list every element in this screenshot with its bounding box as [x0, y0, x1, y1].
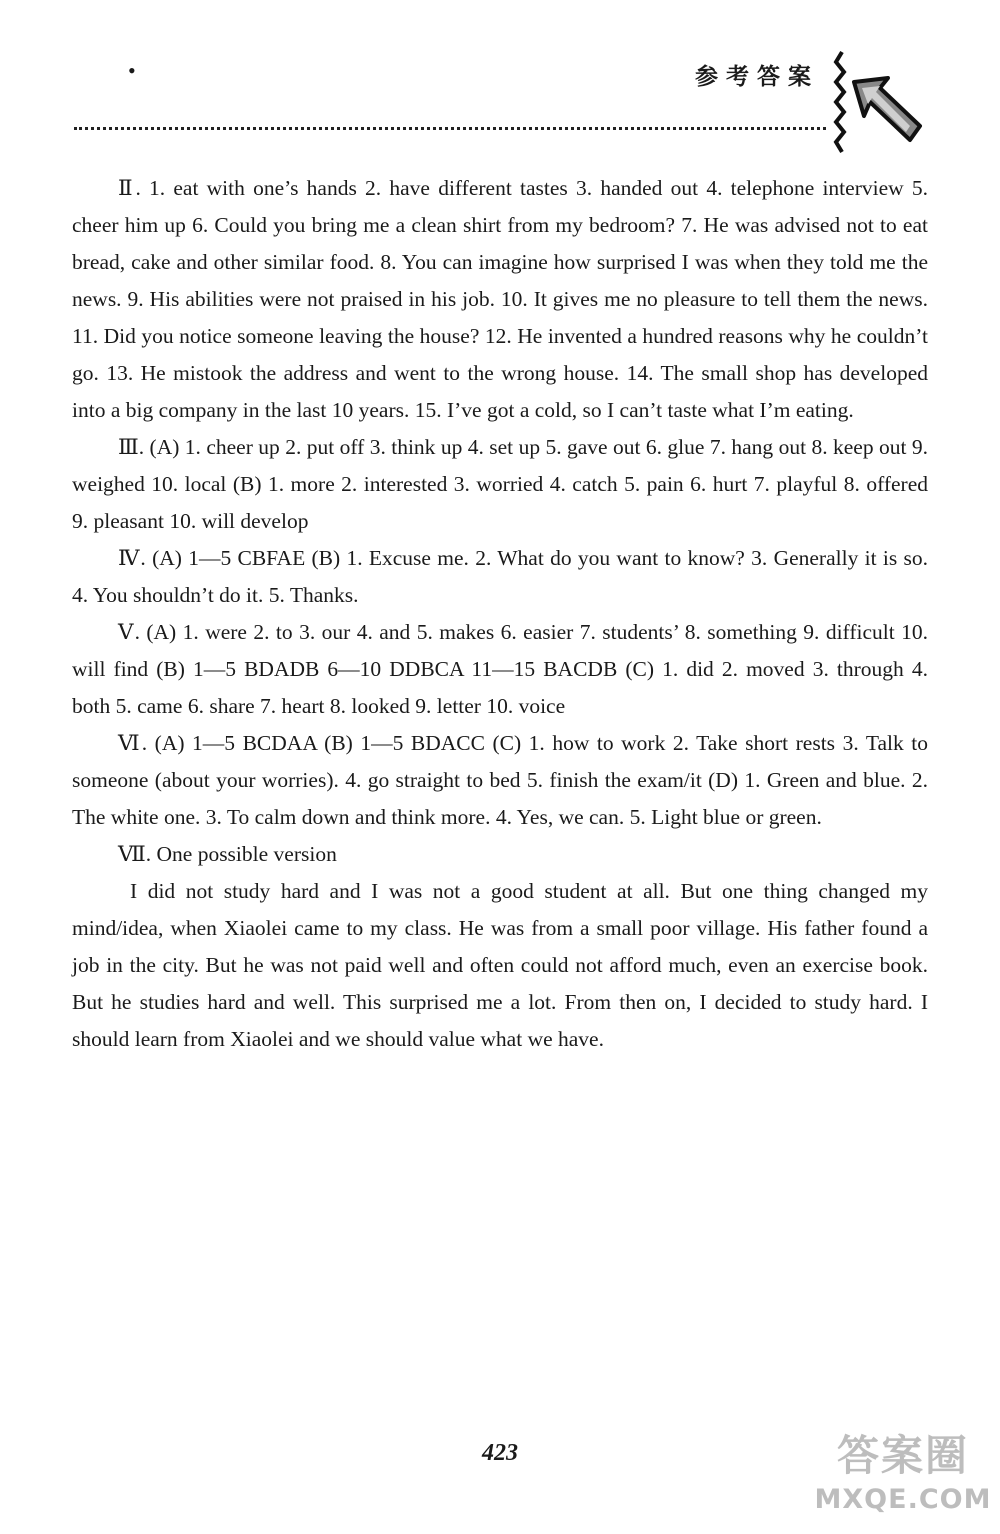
- watermark-url: MXQE.COM: [814, 1484, 992, 1515]
- answer-content: [72, 170, 928, 1058]
- section-4-answers: Ⅳ. (A) 1—5 CBFAE (B) 1. Excuse me. 2. What do you want to know? 3. Generally it is so. 4. You shouldn’t do it. 5. Thanks.: [72, 546, 928, 607]
- section-5-answers: Ⅴ. (A) 1. were 2. to 3. our 4. and 5. makes 6. easier 7. students’ 8. something 9. difficult 10. will find (B) 1—5 BDADB 6—10 DDBCA 11—15 BACDB (C) 1. did 2. moved 3. through 4. both 5. came 6. share 7. heart 8. looked 9. letter 10. voice: [72, 620, 928, 718]
- watermark-logo: 答案圈: [836, 1431, 969, 1480]
- header-divider: [74, 127, 826, 130]
- section-6-answers: Ⅵ. (A) 1—5 BCDAA (B) 1—5 BDACC (C) 1. how to work 2. Take short rests 3. Talk to someone (about your worries). 4. go straight to bed 5. finish the exam/it (D) 1. Green and blue. 2. The white one. 3. To calm down and think more. 4. Yes, we can. 5. Light blue or green.: [72, 731, 928, 829]
- page-number: 423: [482, 1440, 518, 1466]
- watermark: [808, 1430, 998, 1530]
- section-7-heading: Ⅶ. One possible version: [118, 842, 337, 866]
- corner-dot: •: [128, 58, 136, 83]
- arrow-icon: [828, 48, 928, 158]
- section-2-answers: Ⅱ. 1. eat with one’s hands 2. have different tastes 3. handed out 4. telephone interview 5. cheer him up 6. Could you bring me a clean shirt from my bedroom? 7. He was advised not to eat bread, cake and other similar food. 8. You can imagine how surprised I was when they told me the news. 9. His abilities were not praised in his job. 10. It gives me no pleasure to tell them the news. 11. Did you notice someone leaving the house? 12. He invented a hundred reasons why he couldn’t go. 13. He mistook the address and went to the wrong house. 14. The small shop has developed into a big company in the last 10 years. 15. I’ve got a cold, so I can’t taste what I’m eating.: [72, 176, 928, 422]
- header-title: 参考答案: [695, 64, 819, 90]
- section-7-essay: I did not study hard and I was not a good student at all. But one thing changed my mind/idea, when Xiaolei came to my class. He was from a small poor village. His father found a job in the city. But he was not paid well and often could not afford much, even an exercise book. But he studies hard and well. This surprised me a lot. From then on, I decided to study hard. I should learn from Xiaolei and we should value what we have.: [72, 879, 928, 1051]
- section-3-answers: Ⅲ. (A) 1. cheer up 2. put off 3. think up 4. set up 5. gave out 6. glue 7. hang out 8. keep out 9. weighed 10. local (B) 1. more 2. interested 3. worried 4. catch 5. pain 6. hurt 7. playful 8. offered 9. pleasant 10. will develop: [72, 435, 928, 533]
